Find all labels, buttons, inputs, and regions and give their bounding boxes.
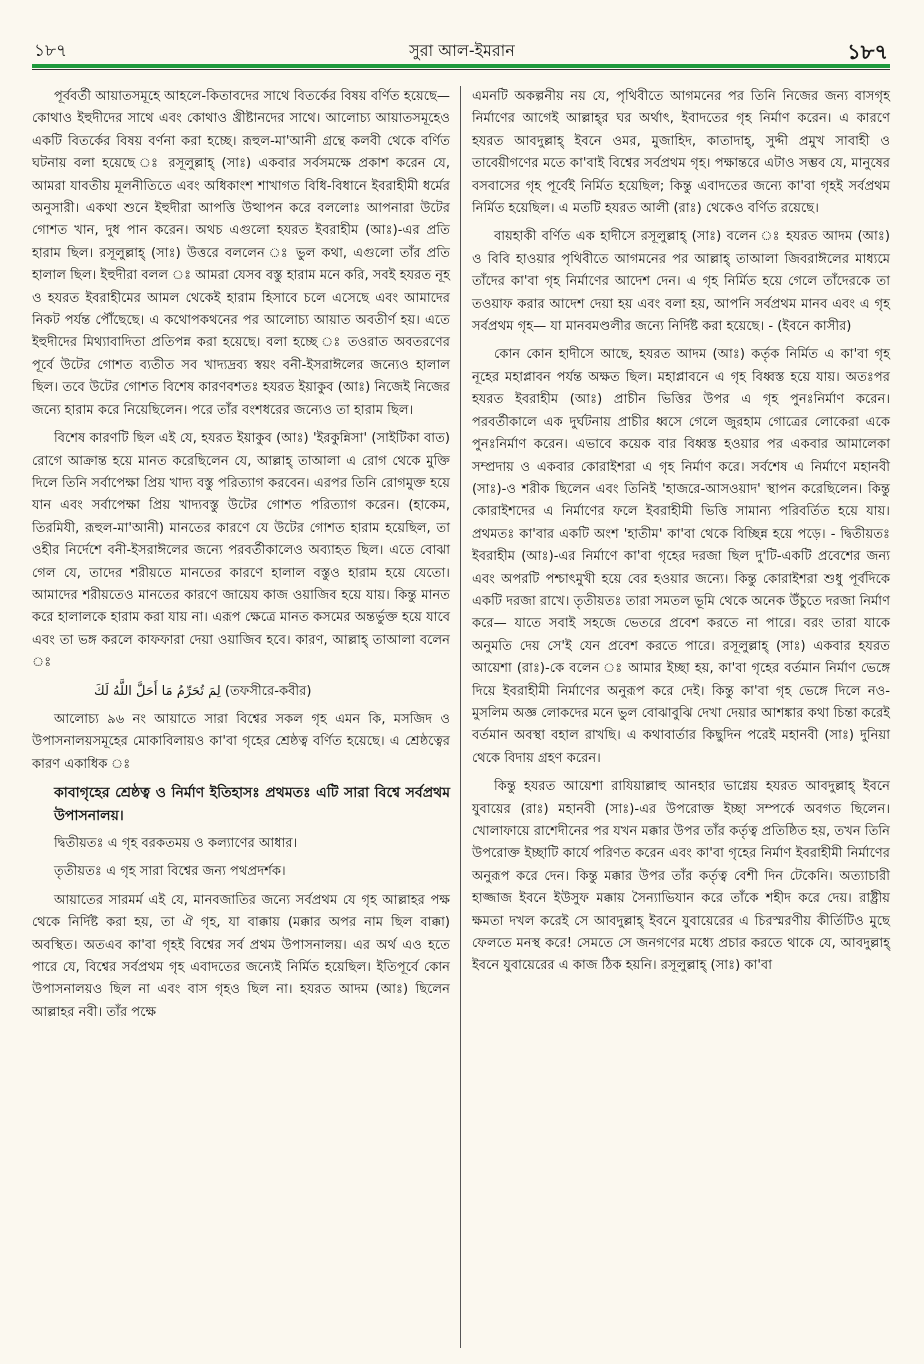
section-heading: কাবাগৃহের শ্রেষ্ঠত্ব ও নির্মাণ ইতিহাসঃ	[54, 785, 260, 802]
right-paragraph-3: কোন কোন হাদীসে আছে, হযরত আদম (আঃ) কর্তৃক নির্মিত এ কা'বা গৃহ নূহের মহাপ্লাবন পর্যন্ত অক্ষত ছিল। মহাপ্লাবনে এ গৃহ বিধ্বস্ত হয়ে যায়। অতঃপর হযরত ইবরাহীম (আঃ) প্রাচীন ভিত্তির উপর এ গৃহ পুনঃনির্মাণ করেন। পরবর্তীকালে এক দুর্ঘটনায় প্রাচীর ধ্বসে গেলে জুরহাম গোত্রের লোকেরা একে পুনঃনির্মাণ করেন। এভাবে কয়েক বার বিধ্বস্ত হওয়ার পর একবার আমালেকা সম্প্রদায় ও একবার কোরাইশরা এ গৃহ নির্মাণ করে। সর্বশেষ এ নির্মাণে মহানবী (সাঃ)-ও শরীক ছিলেন এবং তিনিই 'হাজরে-আসওয়াদ' স্থাপন করেছিলেন। কিন্তু কোরাইশদের এ নির্মাণের ফলে ইবরাহীমী ভিত্তি সামান্য পরিবর্তিত হয়ে যায়। প্রথমতঃ কা'বার একটি অংশ 'হাতীম' কা'বা থেকে বিচ্ছিন্ন হয়ে পড়ে। - দ্বিতীয়তঃ ইবরাহীম (আঃ)-এর নির্মাণে কা'বা গৃহের দরজা ছিল দু'টি-একটি প্রবেশের জন্য এবং অপরটি পশ্চাৎমুখী হয়ে বের হওয়ার জন্যে। কিন্তু কোরাইশরা শুধু পূর্বদিকে একটি দরজা রাখে। তৃতীয়তঃ তারা সমতল ভূমি থেকে অনেক উঁচুতে দরজা নির্মাণ করে— যাতে সবাই সহজে ভেতরে প্রবেশ করতে না পারে। বরং তারা যাকে অনুমতি দেয় সে'ই যেন প্রবেশ করতে পারে। রসূলুল্লাহ্ (সাঃ) একবার হযরত আয়েশা (রাঃ)-কে বলেন ঃ আমার ইচ্ছা হয়, কা'বা গৃহের বর্তমান নির্মাণ ভেঙ্গে দিয়ে ইবরাহীমী নির্মাণের অনুরূপ করে দেই। কিন্তু কা'বা গৃহ ভেঙ্গে দিলে নও-মুসলিম অজ্ঞ লোকদের মনে ভুল বোঝাবুঝি দেখা দেয়ার আশঙ্কার কথা চিন্তা করেই বর্তমান অবস্থা বহাল রাখছি। এ কথাবার্তার কিছুদিন পরেই মহানবী (সাঃ) দুনিয়া থেকে বিদায় গ্রহণ করেন।	[472, 347, 891, 766]
arabic-verse: لِمَ تُحَرِّمُ مَا أَحَلَّ اللَّهُ لَكَ	[94, 683, 221, 699]
right-column	[472, 86, 890, 984]
left-paragraph-7: আয়াতের সারমর্ম এই যে, মানবজাতির জন্যে সর্বপ্রথম যে গৃহ আল্লাহর পক্ষ থেকে নির্দিষ্ট করা হয়, তা ঐ গৃহ, যা বাক্কায় (মক্কার অপর নাম ছিল বাক্কা) অবস্থিত। অতএব কা'বা গৃহই বিশ্বের সর্ব প্রথম উপাসনালয়। এর অর্থ এও হতে পারে যে, বিশ্বের সর্বপ্রথম গৃহ এবাদতের জন্যেই নির্মিত হয়েছিল। ইতিপূর্বে কোন উপাসনালয়ও ছিল না এবং বাস গৃহও ছিল না। হযরত আদম (আঃ) ছিলেন আল্লাহর নবী। তাঁর পক্ষে	[32, 892, 450, 1020]
section-heading-line	[32, 782, 450, 827]
arabic-quote-line	[32, 681, 450, 703]
left-paragraph-3: আলোচ্য ৯৬ নং আয়াতে সারা বিশ্বের সকল গৃহ এমন কি, মসজিদ ও উপাসনালয়সমূহের মোকাবিলায়ও কা'বা গৃহের শ্রেষ্ঠত্ব বর্ণিত হয়েছে। এ শ্রেষ্ঠত্বের কারণ একাধিক ঃ	[32, 711, 450, 772]
column-divider	[460, 86, 461, 1348]
right-paragraph-2: বায়হাকী বর্ণিত এক হাদীসে রসূলুল্লাহ্ (সাঃ) বলেন ঃ হযরত আদম (আঃ) ও বিবি হাওয়ার পৃথিবীতে আগমনের পর আল্লাহ্ তাআলা জিবরাঈলের মাধ্যমে তাঁদের কা'বা গৃহ নির্মাণের আদেশ দেন। এ গৃহ নির্মিত হয়ে গেলে তাঁদেরকে তা তওয়াফ করার আদেশ দেয়া হয় এবং বলা হয়, আপনি সর্বপ্রথম মানব এবং এ গৃহ সর্বপ্রথম গৃহ— যা মানবমণ্ডলীর জন্যে নির্দিষ্ট করা হয়েছে। - (ইবনে কাসীর)	[472, 229, 890, 335]
page-number-left: ১৮৭	[34, 41, 68, 61]
header-green-rule	[32, 64, 890, 68]
page-number-right: ১৮৭	[847, 40, 888, 64]
header-black-rule	[32, 69, 890, 70]
section-heading-rest: প্রথমতঃ এটি সারা বিশ্বে সর্বপ্রথম উপাসনালয়।	[54, 785, 450, 824]
right-paragraph-1: এমনটি অকল্পনীয় নয় যে, পৃথিবীতে আগমনের পর তিনি নিজের জন্য বাসগৃহ নির্মাণের আগেই আল্লাহ্‌র ঘর অর্থাৎ, ইবাদতের গৃহ নির্মাণ করেন। এ কারণে হযরত আবদুল্লাহ্ ইবনে ওমর, মুজাহিদ, কাতাদাহ্, সুদ্দী প্রমুখ সাবাহী ও তাবেয়ীগণের মতে কা'বাই বিশ্বের সর্বপ্রথম গৃহ। পক্ষান্তরে এটাও সম্ভব যে, মানুষের বসবাসের গৃহ পূর্বেই নির্মিত হয়েছিল; কিন্তু এবাদতের জন্যে কা'বা গৃহই সর্বপ্রথম নির্মিত হয়েছিল। এ মতটি হযরত আলী (রাঃ) থেকেও বর্ণিত রয়েছে।	[472, 89, 890, 217]
chapter-title: সুরা আল-ইমরান	[409, 41, 515, 60]
tafsir-citation: (তফসীরে-কবীর)	[224, 683, 312, 699]
left-paragraph-1: পূর্ববর্তী আয়াতসমূহে আহলে-কিতাবদের সাথে বিতর্কের বিষয় বর্ণিত হয়েছে— কোথাও ইহুদীদের সাথে এবং কোথাও খ্রীষ্টানদের সাথে। আলোচ্য আয়াতসমূহেও একটি বিতর্কের বিষয় বর্ণনা করা হচ্ছে। রূহুল-মা'আনী গ্রন্থে কলবী থেকে বর্ণিত ঘটনায় বলা হয়েছে ঃ রসূলুল্লাহ্ (সাঃ) একবার সর্বসমক্ষে প্রকাশ করেন যে, আমরা যাবতীয় মূলনীতিতে এবং অধিকাংশ শাখাগত বিধি-বিধানে ইবরাহীমী ধর্মের অনুসারী। একথা শুনে ইহুদীরা আপত্তি উত্থাপন করে বললোঃ আপনারা উটের গোশত খান, দুধ পান করেন। অথচ এগুলো হযরত ইবরাহীম (আঃ)-এর প্রতি হারাম ছিল। রসূলুল্লাহ্ (সাঃ) উত্তরে বললেন ঃ ভুল কথা, এগুলো তাঁর প্রতি হালাল ছিল। ইহুদীরা বলল ঃ আমরা যেসব বস্তু হারাম মনে করি, সবই হযরত নূহ ও হযরত ইবরাহীমের আমল থেকেই হারাম হিসাবে চলে এসেছে এবং আমাদের নিকট পর্যন্ত পৌঁছেছে। এ কথোপকথনের পর আলোচ্য আয়াত অবতীর্ণ হয়। এতে ইহুদীদের মিথ্যাবাদিতা প্রতিপন্ন করা হয়েছে। বলা হচ্ছে ঃ তওরাত অবতরণের পূর্বে উটের গোশত ব্যতীত সব খাদ্যদ্রব্য স্বয়ং বনী-ইসরাঈলের জন্যেও হালাল ছিল। তবে উটের গোশত বিশেষ কারণবশতঃ হযরত ইয়াকুব (আঃ) নিজেই নিজের জন্যে হারাম করে নিয়েছিলেন। পরে তাঁর বংশধরের জন্যেও তা হারাম ছিল।	[32, 89, 451, 418]
left-paragraph-2: বিশেষ কারণটি ছিল এই যে, হযরত ইয়াকুব (আঃ) 'ইরকুন্নিসা' (সাইটিকা বাত) রোগে আক্রান্ত হয়ে মানত করেছিলেন যে, আল্লাহ্ তাআলা এ রোগ থেকে মুক্তি দিলে তিনি সর্বাপেক্ষা প্রিয় খাদ্য বস্তু পরিত্যাগ করবেন। এরপর তিনি রোগমুক্ত হয়ে যান এবং সর্বাপেক্ষা প্রিয় খাদ্যবস্তু উটের গোশত পরিত্যাগ করেন। (হাকেম, তিরমিযী, রূহুল-মা'আনী) মানতের কারণে যে উটের গোশত হারাম হয়েছিল, তা ওহীর নির্দেশে বনী-ইসরাঈলের জন্যে পরবর্তীকালেও অব্যাহত ছিল। এতে বোঝা গেল যে, তাদের শরীয়তে মানতের কারণে হালাল বস্তুও হারাম হয়ে যেতো। আমাদের শরীয়তেও মানতের কারণে জায়েয কাজ ওয়াজিব হয়ে যায়। কিন্তু মানত করে হালালকে হারাম করা যায় না। এরূপ ক্ষেত্রে মানত কসমের অন্তর্ভুক্ত হয়ে যাবে এবং তা ভঙ্গ করলে কাফফারা দেয়া ওয়াজিব হবে। কারণ, আল্লাহ্ তাআলা বলেন ঃ	[32, 431, 450, 671]
left-paragraph-6: তৃতীয়তঃ এ গৃহ সারা বিশ্বের জন্য পথপ্রদর্শক।	[54, 864, 286, 880]
left-paragraph-5: দ্বিতীয়তঃ এ গৃহ বরকতময় ও কল্যাণের আধার।	[54, 836, 298, 851]
left-column	[32, 86, 450, 1030]
page-header	[0, 0, 924, 72]
right-paragraph-4: কিন্তু হযরত আয়েশা রাযিয়াল্লাহু আনহার ভাগ্নেয় হযরত আবদুল্লাহ্ ইবনে যুবায়ের (রাঃ) মহানবী (সাঃ)-এর উপরোক্ত ইচ্ছা সম্পর্কে অবগত ছিলেন। খোলাফায়ে রাশেদীনের পর যখন মক্কার উপর তাঁর কর্তৃত্ব প্রতিষ্ঠিত হয়, তখন তিনি উপরোক্ত ইচ্ছাটি কার্যে পরিণত করেন এবং কা'বা গৃহের নির্মাণ ইবরাহীমী নির্মাণের অনুরূপ করে দেন। কিন্তু মক্কার উপর তাঁর কর্তৃত্ব বেশী দিন টেকেনি। অত্যাচারী হাজ্জাজ ইবনে ইউসুফ মক্কায় সৈন্যাভিযান করে তাঁকে শহীদ করে দেয়। রাষ্ট্রীয় ক্ষমতা দখল করেই সে আবদুল্লাহ্ ইবনে যুবায়েরের এ চিরস্মরণীয় কীর্তিটিও মুছে ফেলতে মনস্থ করে! সেমতে সে জনগণের মধ্যে প্রচার করতে থাকে যে, আবদুল্লাহ্ ইবনে যুবায়েরের এ কাজ ঠিক হয়নি। রসূলুল্লাহ্ (সাঃ) কা'বা	[472, 779, 890, 974]
